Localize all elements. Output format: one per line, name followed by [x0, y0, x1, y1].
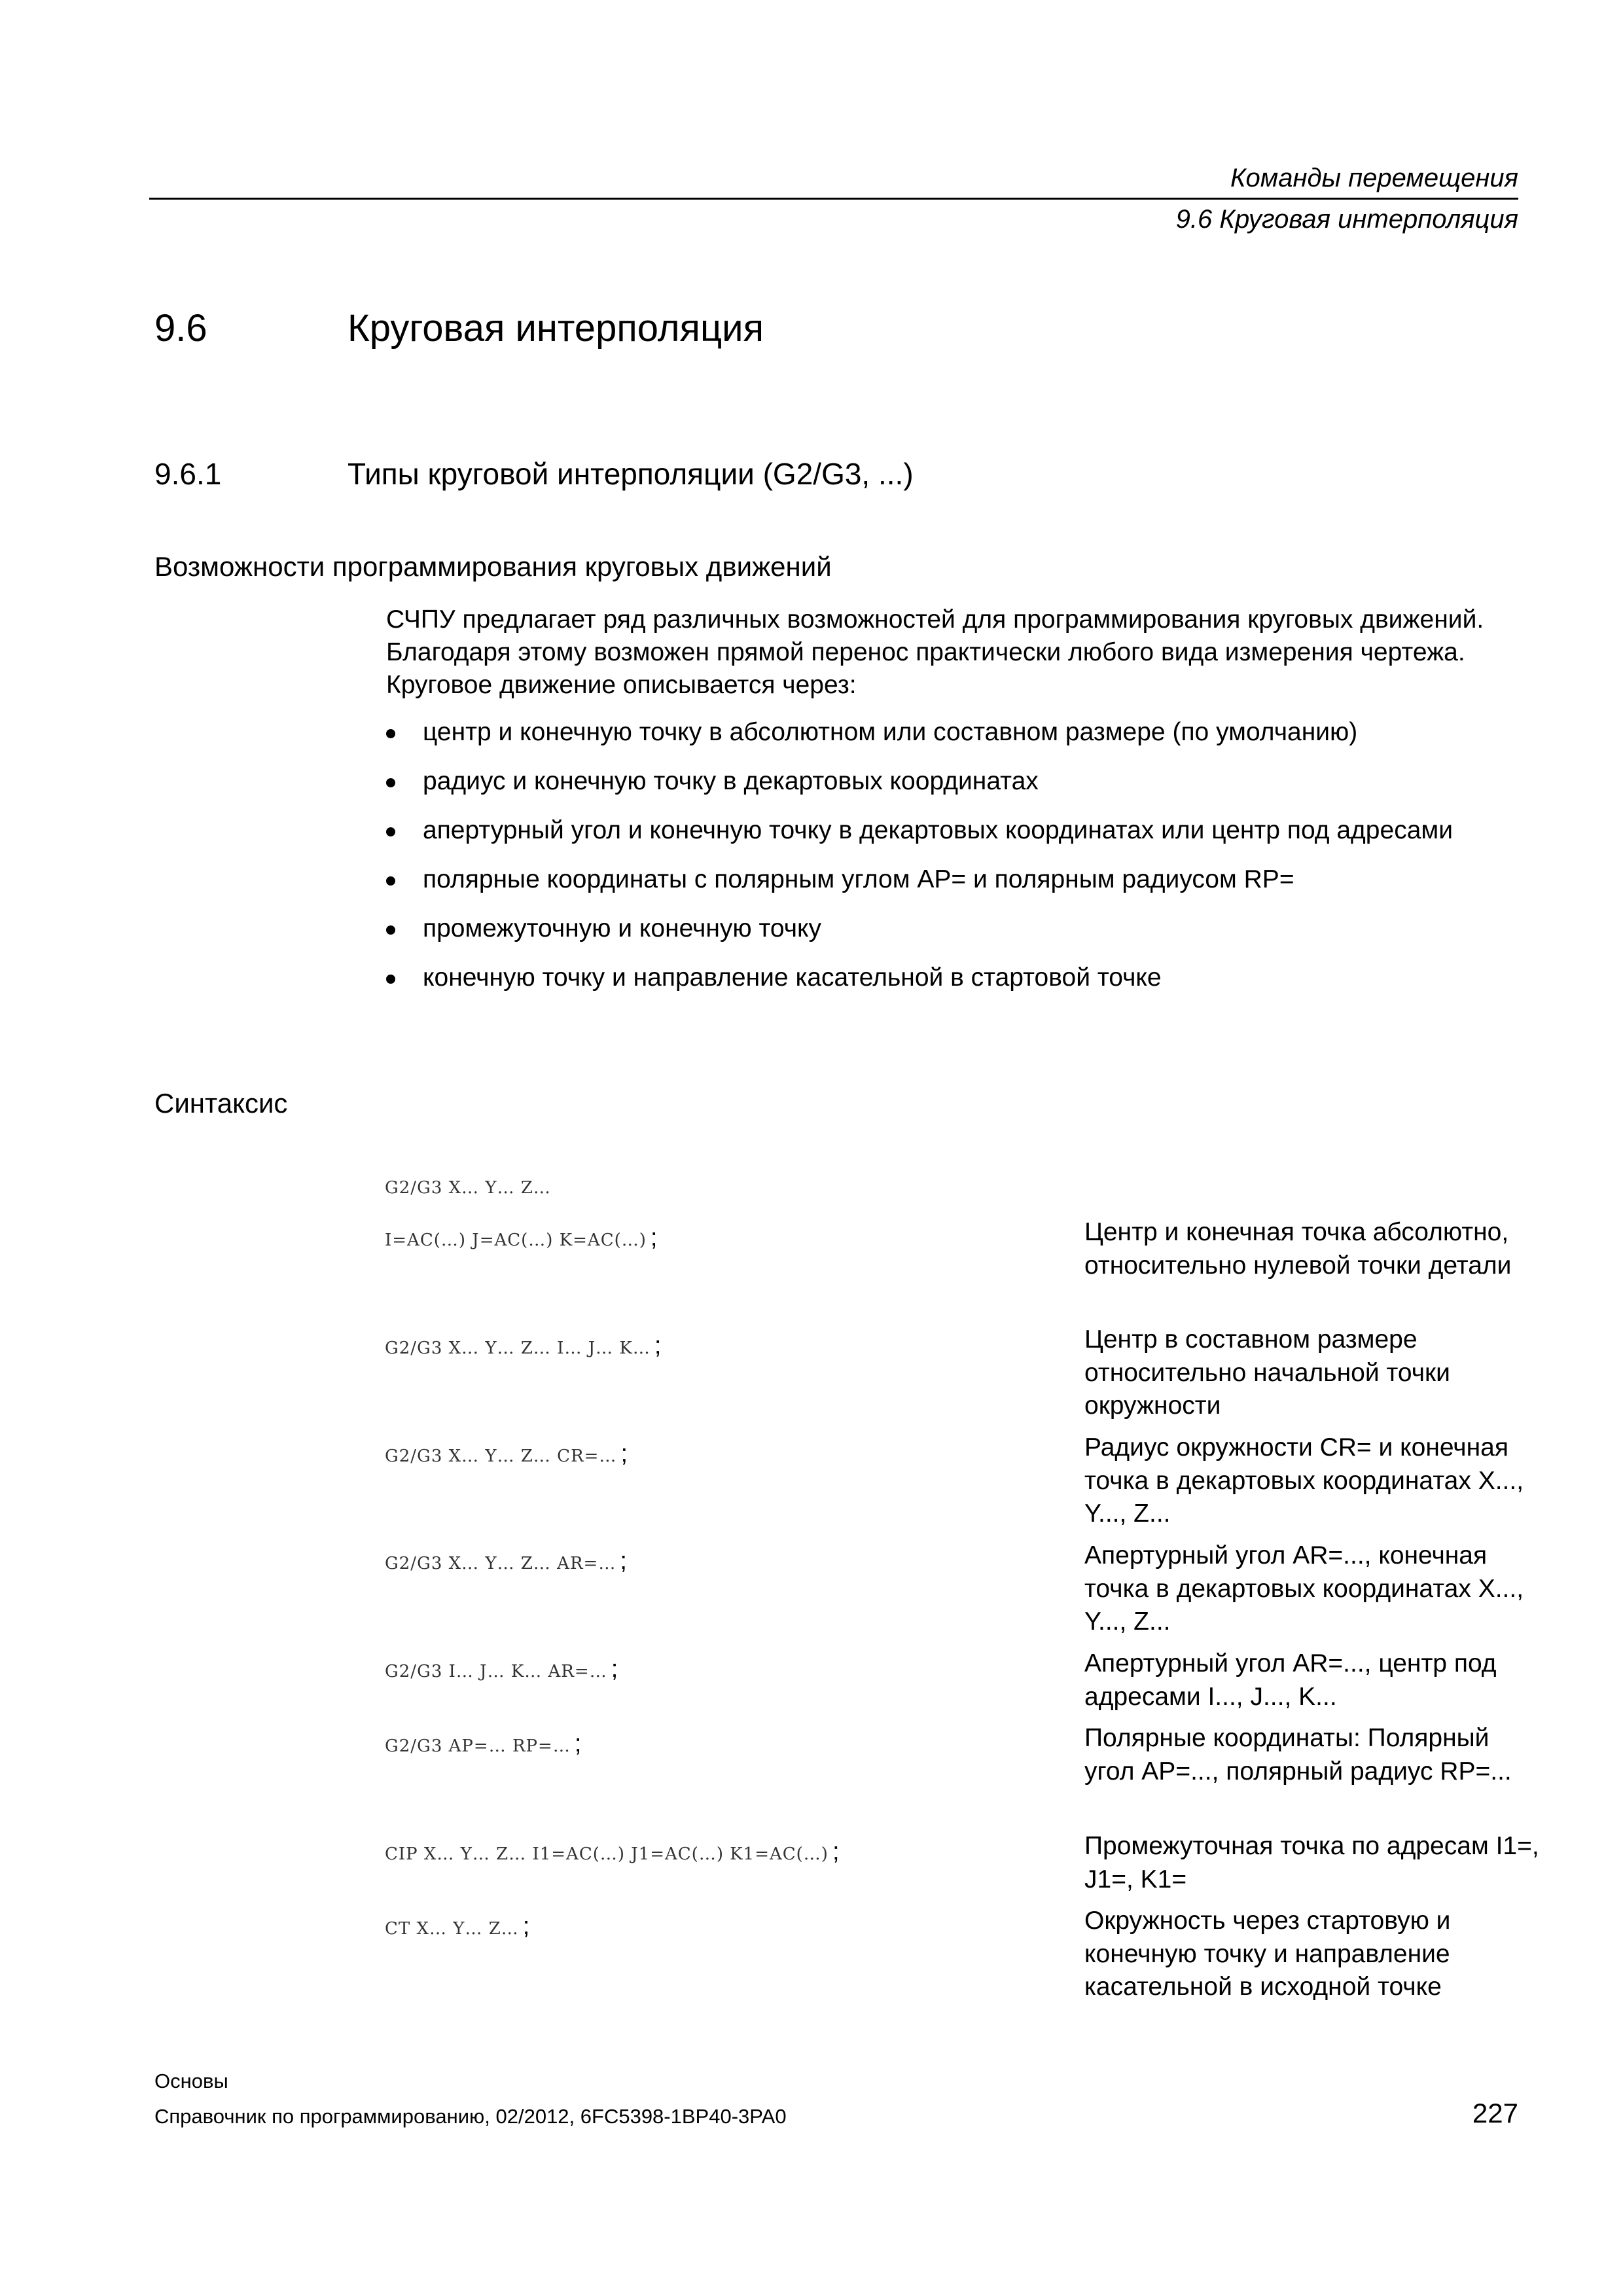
- section-number: 9.6: [154, 307, 207, 350]
- syntax-code: G2/G3 X… Y… Z… I… J… K… ;: [385, 1332, 662, 1359]
- syntax-code: G2/G3 X… Y… Z…: [385, 1178, 551, 1198]
- list-item: апертурный угол и конечную точку в декартовых координатах или центр под адресами: [386, 814, 1518, 847]
- syntax-description: Апертурный угол AR=..., центр под адресами I..., J..., K...: [1084, 1649, 1497, 1711]
- bullet-icon: [386, 876, 395, 886]
- list-item: центр и конечную точку в абсолютном или составном размере (по умолчанию): [386, 716, 1518, 749]
- list-item: радиус и конечную точку в декартовых координатах: [386, 765, 1518, 798]
- intro-paragraph: СЧПУ предлагает ряд различных возможностей для программирования круговых движений. Благодаря этому возможен прямой перенос практически любого вида измерения чертежа. Круговое движение описывается через:: [386, 605, 1484, 699]
- header-rule: [149, 198, 1518, 200]
- syntax-heading: Синтаксис: [154, 1088, 288, 1119]
- syntax-description: Промежуточная точка по адресам I1=, J1=, K1=: [1084, 1832, 1539, 1893]
- bullet-list: [386, 716, 1518, 1011]
- list-item: конечную точку и направление касательной в стартовой точке: [386, 961, 1518, 994]
- syntax-description: Радиус окружности CR= и конечная точка в декартовых координатах X..., Y..., Z...: [1084, 1433, 1524, 1528]
- bullet-icon: [386, 827, 395, 836]
- syntax-code: CIP X… Y… Z… I1=AC(…) J1=AC(…) K1=AC(…) ;: [385, 1838, 840, 1865]
- programming-heading: Возможности программирования круговых движений: [154, 551, 832, 582]
- syntax-description: Полярные координаты: Полярный угол AP=..., полярный радиус RP=...: [1084, 1724, 1512, 1785]
- list-item: полярные координаты с полярным углом AP= и полярным радиусом RP=: [386, 863, 1518, 896]
- syntax-description: Окружность через стартовую и конечную точку и направление касательной в исходной точке: [1084, 1907, 1451, 2001]
- syntax-code: G2/G3 X… Y… Z… CR=… ;: [385, 1440, 628, 1467]
- section-heading: [0, 306, 1623, 352]
- subsection-number: 9.6.1: [154, 457, 222, 491]
- bullet-icon: [386, 729, 395, 738]
- bullet-icon: [386, 778, 395, 787]
- list-item: промежуточную и конечную точку: [386, 912, 1518, 945]
- running-header-section: 9.6 Круговая интерполяция: [1175, 205, 1518, 234]
- syntax-description: Центр и конечная точка абсолютно, относительно нулевой точки детали: [1084, 1218, 1512, 1280]
- subsection-title: Типы круговой интерполяции (G2/G3, ...): [348, 457, 914, 491]
- syntax-code: G2/G3 X… Y… Z… AR=… ;: [385, 1547, 628, 1575]
- footer-manual-info: Справочник по программированию, 02/2012, 6FC5398-1BP40-3PA0: [154, 2105, 787, 2128]
- syntax-description: Центр в составном размере относительно начальной точки окружности: [1084, 1325, 1450, 1420]
- running-header-chapter: Команды перемещения: [1230, 164, 1518, 192]
- syntax-code: I=AC(…) J=AC(…) K=AC(…) ;: [385, 1224, 658, 1251]
- section-title: Круговая интерполяция: [348, 307, 764, 350]
- syntax-code: CT X… Y… Z… ;: [385, 1912, 531, 1940]
- syntax-code: G2/G3 AP=… RP=… ;: [385, 1730, 582, 1757]
- bullet-icon: [386, 925, 395, 935]
- subsection-heading: [0, 456, 1623, 495]
- syntax-code: G2/G3 I… J… K… AR=… ;: [385, 1655, 619, 1683]
- page-number: 227: [1472, 2098, 1518, 2128]
- bullet-icon: [386, 975, 395, 984]
- syntax-description: Апертурный угол AR=..., конечная точка в декартовых координатах X..., Y..., Z...: [1084, 1541, 1524, 1636]
- footer-book-title: Основы: [154, 2070, 228, 2092]
